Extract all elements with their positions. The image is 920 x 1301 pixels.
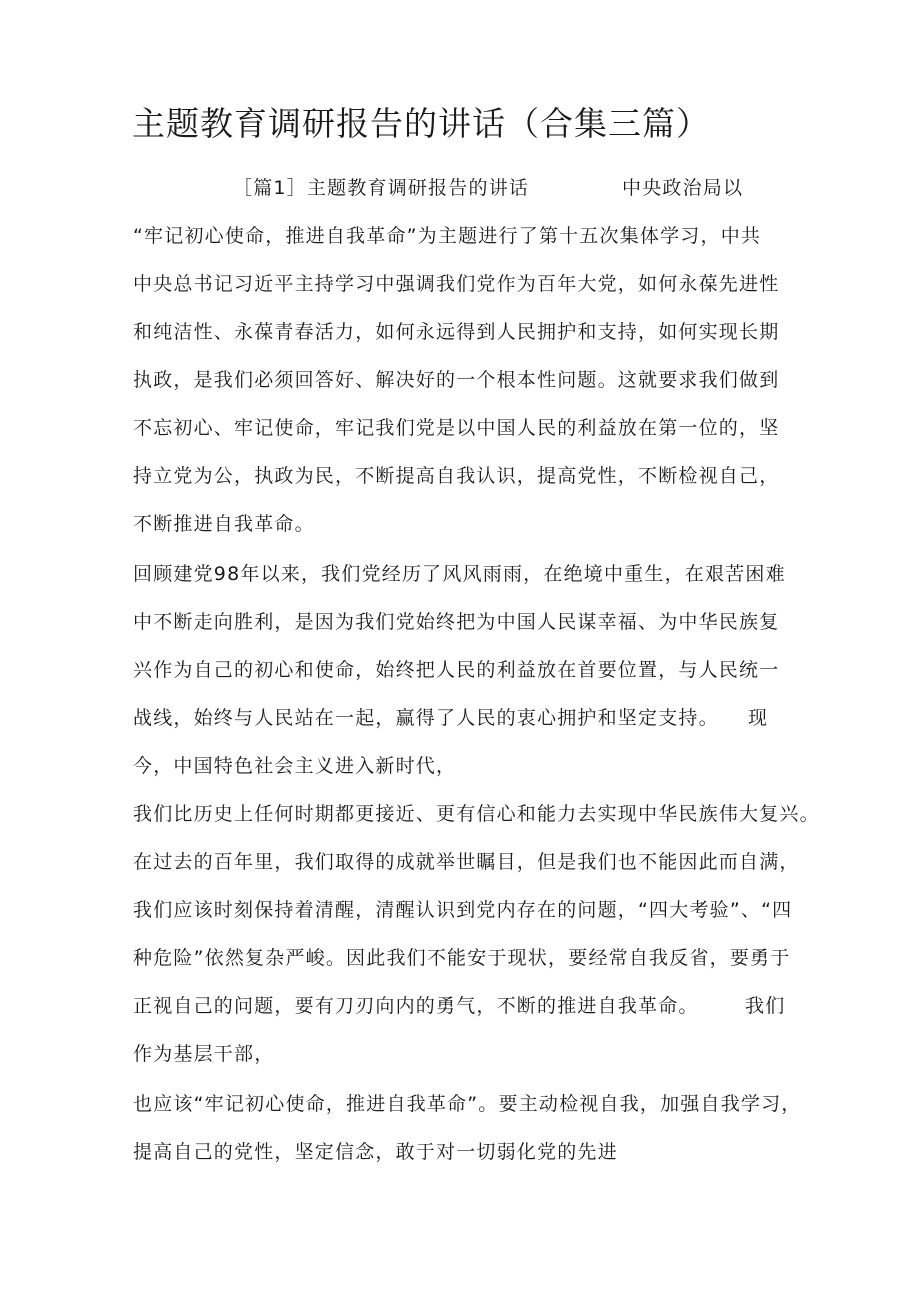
paragraph-line: 不断推进自我革命。 (133, 513, 315, 535)
paragraph-line: 也应该“牢记初心使命，推进自我革命”。要主动检视自我，加强自我学习， (133, 1093, 802, 1115)
paragraph-line: 正视自己的问题，要有刀刃向内的勇气，不断的推进自我革命。 (133, 995, 699, 1017)
heading-tail: 中央政治局以 (622, 177, 744, 199)
paragraph-line: 作为基层干部， (133, 1043, 275, 1065)
paragraph-line: 和纯洁性、永葆青春活力，如何永远得到人民拥护和支持，如何实现长期 (133, 321, 780, 343)
section-heading: ［篇1］主题教育调研报告的讲话 (233, 177, 530, 199)
document-title: 主题教育调研报告的讲话（合集三篇） (132, 104, 710, 143)
paragraph-line: 我们比历史上任何时期都更接近、更有信心和能力去实现中华民族伟大复兴。 (133, 803, 820, 825)
paragraph-line: 不忘初心、牢记使命，牢记我们党是以中国人民的利益放在第一位的，坚 (133, 417, 780, 439)
paragraph-line: 中央总书记习近平主持学习中强调我们党作为百年大党，如何永葆先进性 (133, 273, 780, 295)
paragraph-line: 我们应该时刻保持着清醒，清醒认识到党内存在的问题，“四大考验”、“四 (133, 899, 793, 921)
paragraph-line: 种危险”依然复杂严峻。因此我们不能安于现状，要经常自我反省，要勇于 (133, 947, 791, 969)
paragraph-line: 兴作为自己的初心和使命，始终把人民的利益放在首要位置，与人民统一 (133, 659, 780, 681)
paragraph-line: 在过去的百年里，我们取得的成就举世瞩目，但是我们也不能因此而自满， (133, 851, 800, 873)
paragraph-line: 中不断走向胜利，是因为我们党始终把为中国人民谋幸福、为中华民族复 (133, 611, 780, 633)
paragraph-line: 今，中国特色社会主义进入新时代， (133, 755, 457, 777)
paragraph-line: 回顾建党98年以来，我们党经历了风风雨雨，在绝境中重生，在艰苦困难 (133, 563, 786, 585)
line-tail-women: 我们 (745, 995, 786, 1017)
line-tail-xian: 现 (748, 707, 769, 729)
paragraph-line: 提高自己的党性，坚定信念，敢于对一切弱化党的先进 (133, 1141, 618, 1163)
paragraph-line: 战线，始终与人民站在一起，赢得了人民的衷心拥护和坚定支持。 (133, 707, 719, 729)
paragraph-line: “牢记初心使命，推进自我革命”为主题进行了第十五次集体学习，中共 (133, 225, 762, 247)
paragraph-line: 执政，是我们必须回答好、解决好的一个根本性问题。这就要求我们做到 (133, 369, 780, 391)
paragraph-line: 持立党为公，执政为民，不断提高自我认识，提高党性，不断检视自己， (133, 465, 780, 487)
